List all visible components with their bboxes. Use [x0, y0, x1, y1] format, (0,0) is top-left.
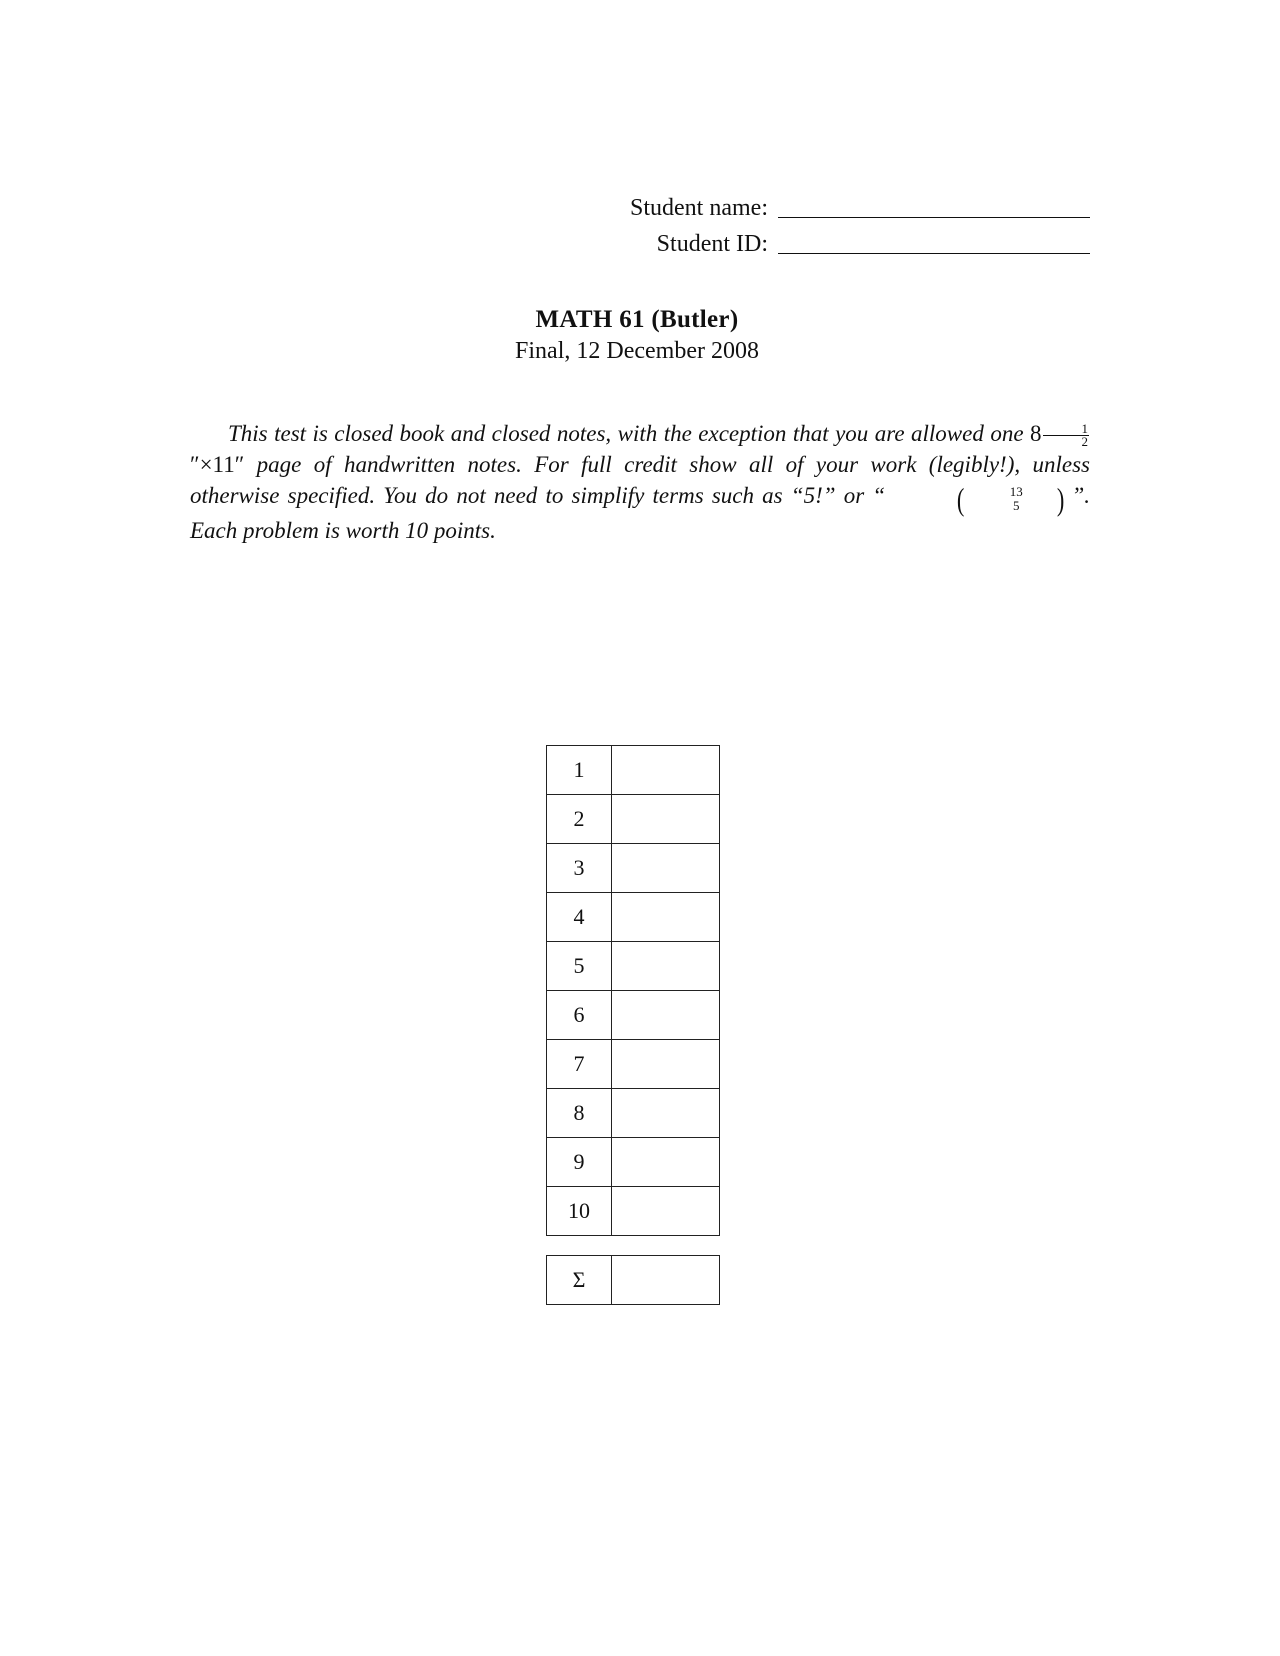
problem-number: 4: [547, 893, 612, 942]
problem-score-cell[interactable]: [612, 1040, 720, 1089]
total-label: Σ: [547, 1256, 612, 1305]
student-name-label: Student name:: [630, 195, 768, 221]
score-row: [547, 746, 720, 795]
binom-top: 13: [1009, 483, 1023, 499]
score-row: [547, 1089, 720, 1138]
paper-size-fraction: [1043, 423, 1090, 448]
binom-stack: [972, 485, 1023, 513]
score-table: [546, 745, 720, 1236]
problem-number: 7: [547, 1040, 612, 1089]
problem-score-cell[interactable]: [612, 1089, 720, 1138]
score-row: [547, 844, 720, 893]
binom-right-paren: ): [1056, 480, 1065, 517]
problem-score-cell[interactable]: [612, 746, 720, 795]
total-score-cell[interactable]: [612, 1256, 720, 1305]
instructions-part1: This test is closed book and closed notes, with the exception that you are allowed one: [228, 421, 1030, 446]
problem-score-cell[interactable]: [612, 1138, 720, 1187]
paper-size-rest: ″×11″: [190, 452, 245, 477]
problem-number: 8: [547, 1089, 612, 1138]
problem-number: 3: [547, 844, 612, 893]
problem-number: 1: [547, 746, 612, 795]
student-name-field[interactable]: [778, 193, 1090, 218]
problem-score-cell[interactable]: [612, 893, 720, 942]
score-row: [547, 893, 720, 942]
exam-subtitle: Final, 12 December 2008: [515, 338, 759, 364]
problem-score-cell[interactable]: [612, 795, 720, 844]
problem-number: 9: [547, 1138, 612, 1187]
problem-number: 5: [547, 942, 612, 991]
binom-bottom: 5: [1013, 497, 1020, 513]
instructions-part2: page of handwritten notes. For full credit show all of your work (legibly!), unless otherwise specified. You do not need to simplify terms such as “5!” or “: [190, 452, 1090, 508]
binom-left-paren: (: [957, 480, 965, 517]
student-fields: [560, 186, 1090, 258]
problem-score-cell[interactable]: [612, 844, 720, 893]
course-title: MATH 61 (Butler): [535, 306, 739, 333]
instructions: [190, 418, 1090, 546]
problem-score-cell[interactable]: [612, 991, 720, 1040]
problem-number: 6: [547, 991, 612, 1040]
student-name-row: [560, 186, 1090, 222]
problem-score-cell[interactable]: [612, 1187, 720, 1236]
score-row: [547, 1138, 720, 1187]
instructions-part3: ”. Each problem is worth 10 points.: [190, 483, 1090, 543]
score-row: [547, 795, 720, 844]
binomial-coefficient: [885, 481, 1071, 515]
problem-score-cell[interactable]: [612, 942, 720, 991]
fraction-numerator: 1: [1043, 423, 1090, 436]
score-row: [547, 1187, 720, 1236]
score-row: [547, 942, 720, 991]
total-row: [547, 1256, 720, 1305]
title-block: [0, 305, 1277, 367]
student-id-label: Student ID:: [656, 231, 768, 257]
score-row: [547, 991, 720, 1040]
paper-size-whole: 8: [1030, 421, 1042, 446]
total-score-table: [546, 1255, 720, 1305]
score-table-body: [547, 746, 720, 1236]
problem-number: 10: [547, 1187, 612, 1236]
score-row: [547, 1040, 720, 1089]
problem-number: 2: [547, 795, 612, 844]
student-id-row: [560, 222, 1090, 258]
student-id-field[interactable]: [778, 229, 1090, 254]
fraction-denominator: 2: [1081, 434, 1088, 450]
